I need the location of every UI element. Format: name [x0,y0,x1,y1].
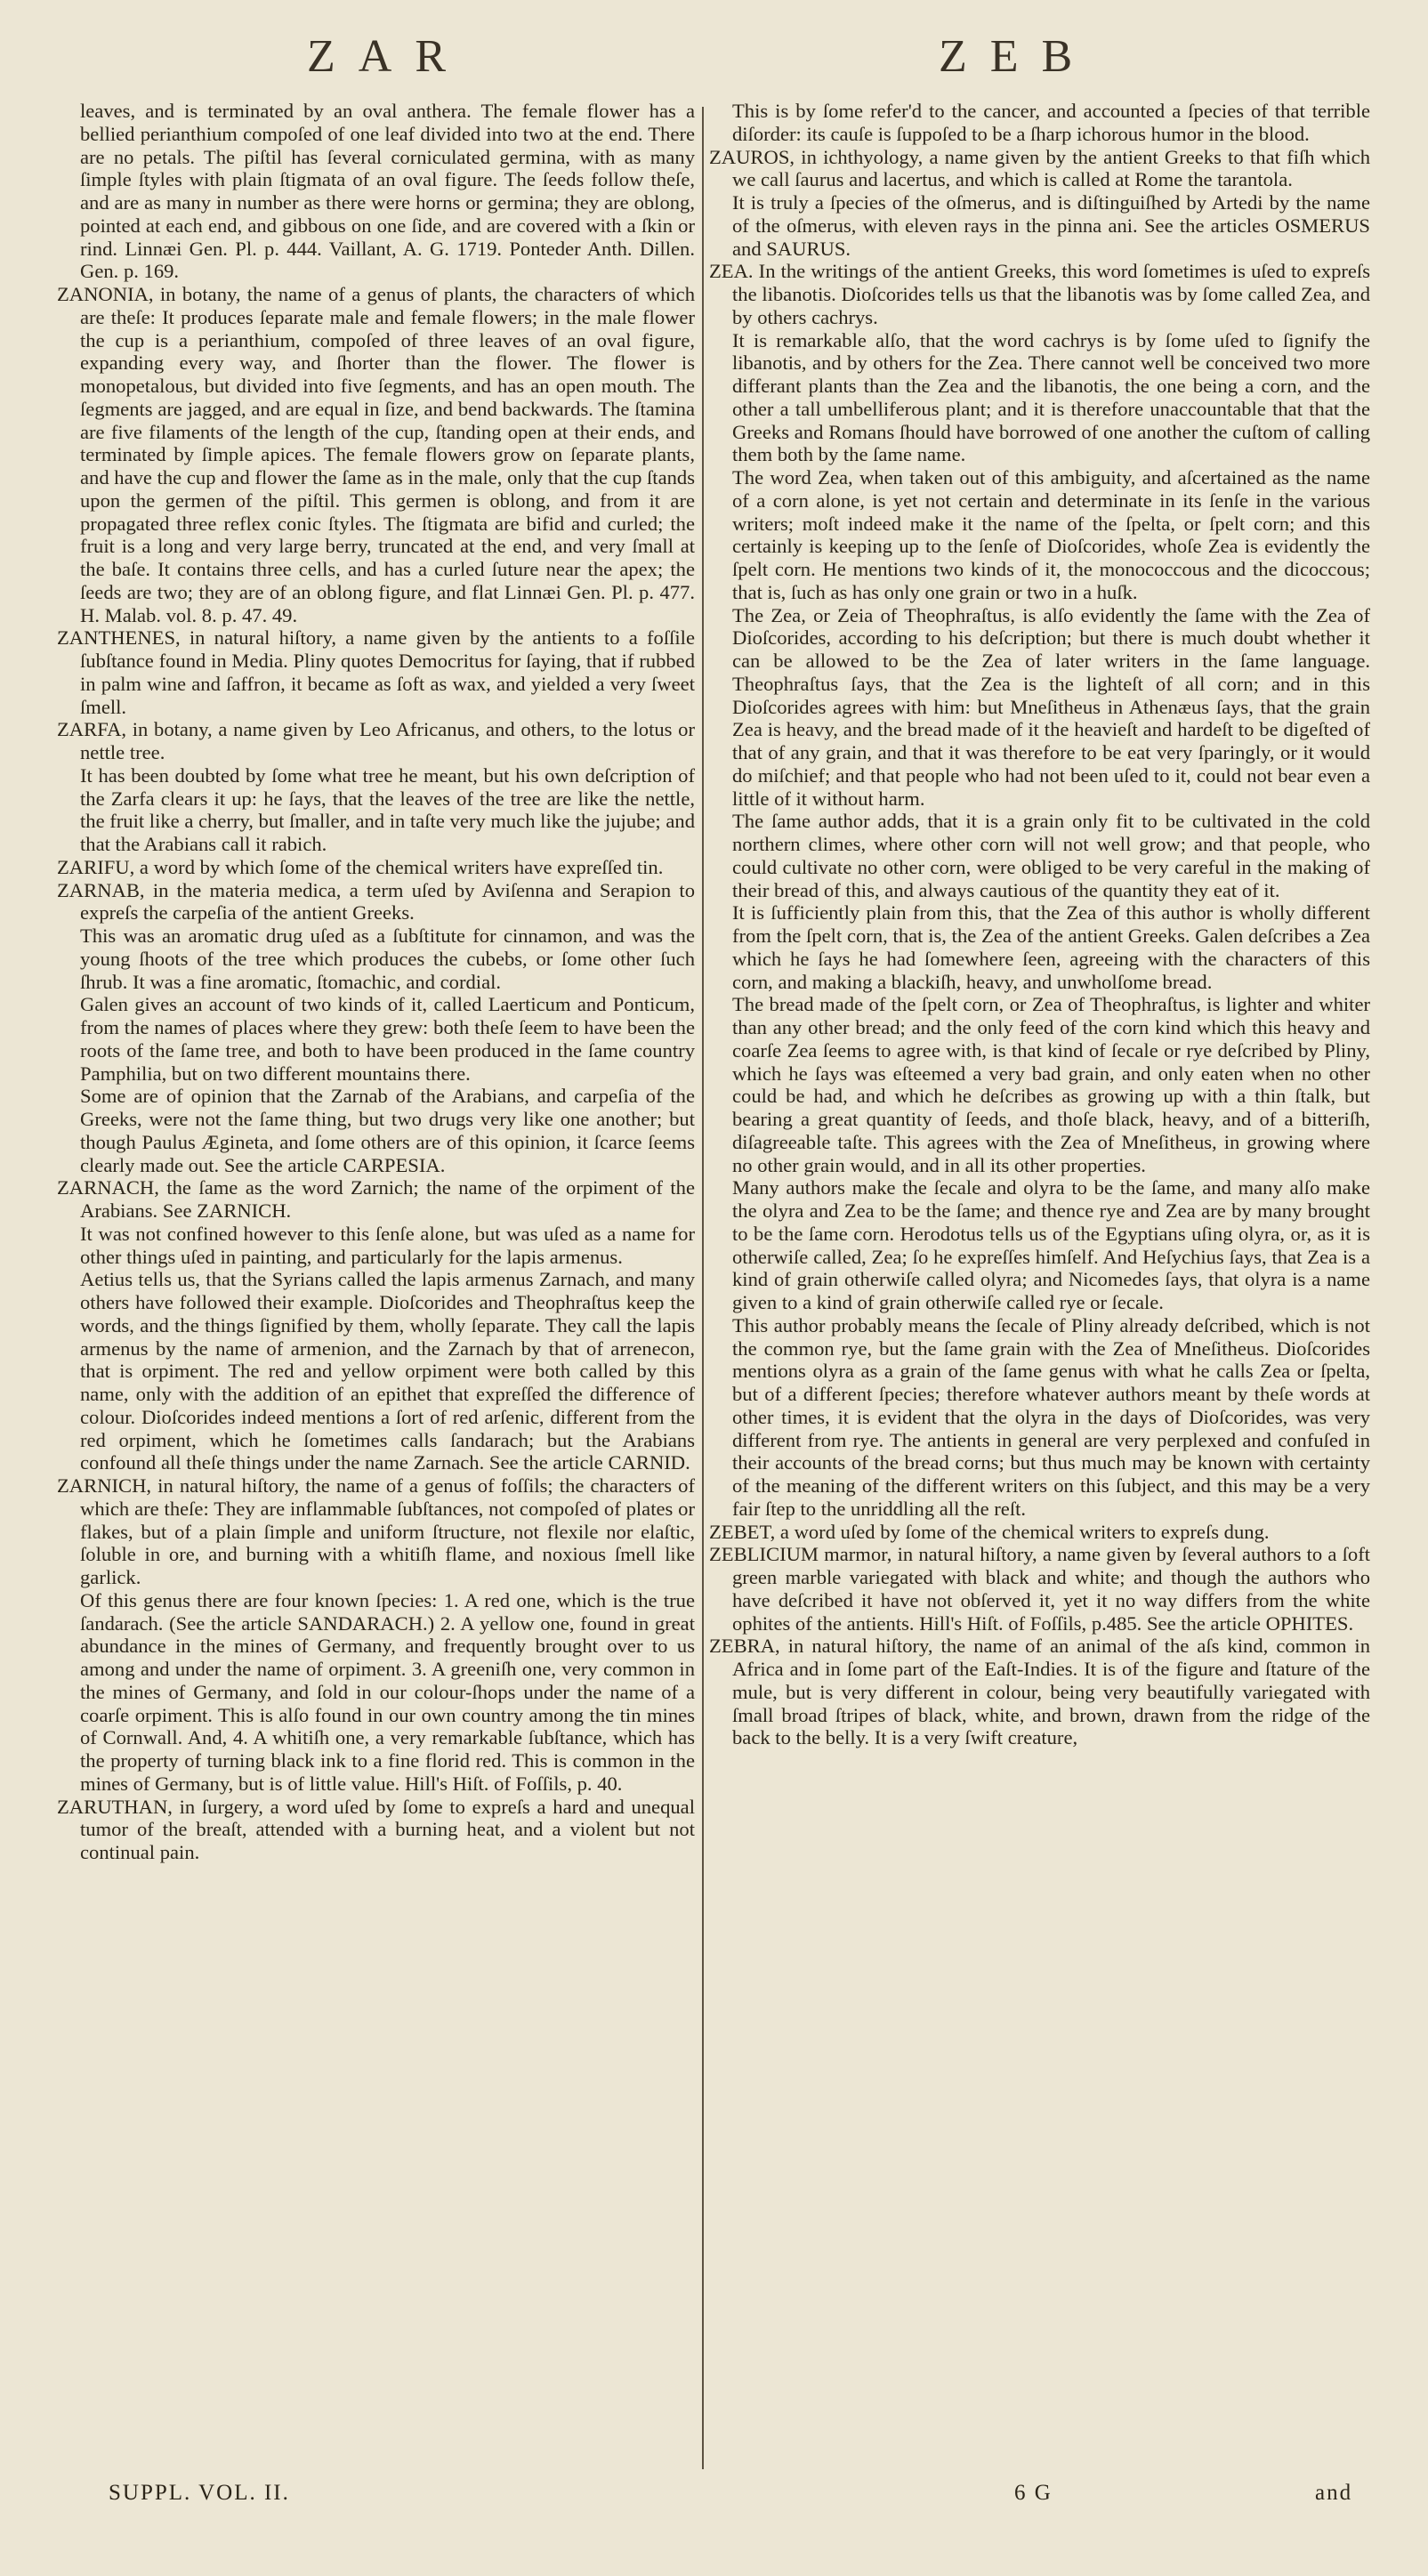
dictionary-entry: ZARNACH, the ſame as the word Zarnich; the name of the orpiment of the Arabians. See ZARNICH. [57,1176,695,1222]
entry-continuation: It was not confined however to this ſenſe alone, but was uſed as a name for other things uſed in painting, and particularly for the lapis armenus. [80,1222,695,1268]
signature-mark: 6 G [1014,2481,1053,2505]
entry-continuation: Aetius tells us, that the Syrians called the lapis armenus Zarnach, and many others have followed their example. Dioſcorides and Theophraſtus keep the words, and the things ſignified by them, wholly ſeparate. They call the lapis armenus by the name of armenion, and the Zarnach by that of arrenecon, that is orpiment. The red and yellow orpiment were both called by this name, only with the addition of an epithet that expreſſed the difference of colour. Dioſcorides indeed mentions a ſort of red arſenic, different from the red orpiment, which he ſometimes calls ſandarach; but the Arabians confound all theſe things under the name Zarnach. See the article CARNID. [80,1268,695,1474]
entry-continuation: The bread made of the ſpelt corn, or Zea of Theophraſtus, is lighter and whiter than any other bread; and the only feed of the corn kind which this heavy and coarſe Zea ſeems to agree with, is that kind of ſecale or rye deſcribed by Pliny, which he ſays was eſteemed a very bad grain, and only eaten when no other could be had, and which he deſcribes as growing up with a thin ſtalk, but bearing a great quantity of ſeeds, and thoſe black, heavy, and of a bitteriſh, diſagreeable taſte. This agrees with the Zea of Mneſitheus, in growing where no other grain would, and in all its other properties. [732,993,1370,1176]
entry-continuation: Of this genus there are four known ſpecies: 1. A red one, which is the true ſandarach. (See the article SANDARACH.) 2. A yellow one, found in great abundance in the mines of Germany, and frequently brought over to us among and under the name of orpiment. 3. A greeniſh one, very common in the mines of Germany, and ſold in our colour-ſhops under the name of a coarſe orpiment. This is alſo found in our own country among the tin mines of Cornwall. And, 4. A whitiſh one, a very remarkable ſubſtance, which has the property of turning black ink to a fine florid red. This is common in the mines of Germany, but is of little value. Hill's Hiſt. of Foſſils, p. 40. [80,1588,695,1795]
entry-continuation: This was an aromatic drug uſed as a ſubſtitute for cinnamon, and was the young ſhoots of the tree which produces the cubebs, or ſome other ſuch ſhrub. It was a fine aromatic, ſtomachic, and cordial. [80,925,695,993]
right-column [709,100,1370,1749]
entry-continuation: leaves, and is terminated by an oval anthera. The female flower has a bellied perianthium compoſed of one leaf divided into two at the end. There are no petals. The piſtil has ſeveral corniculated germina, with as many ſimple ſtyles with plain ſtigmata of an oval figure. The ſeeds follow theſe, and are as many in number as there were horns or germina; they are oblong, pointed at each end, and gibbous on one ſide, and are covered with a ſkin or rind. Linnæi Gen. Pl. p. 444. Vaillant, A. G. 1719. Ponteder Anth. Dillen. Gen. p. 169. [80,100,695,283]
entry-continuation: This author probably means the ſecale of Pliny already deſcribed, which is not the common rye, but the ſame grain with the Zea of Mneſitheus. Dioſcorides mentions olyra as a grain of the ſame genus with what he calls Zea or ſpelta, but of a different ſpecies; therefore whatever authors meant by theſe words at other times, it is evident that the olyra in the days of Dioſcorides, was very different from rye. The antients in general are very perplexed and confuſed in their accounts of the bread corns; but thus much may be known with certainty of the meaning of the different writers on this ſubject, and this may be a very fair ſtep to the unriddling all the reſt. [732,1313,1370,1520]
entry-continuation: The ſame author adds, that it is a grain only fit to be cultivated in the cold northern climes, where other corn will not well grow; and that people, who could cultivate no other corn, were obliged to be very careful in the making of their bread of this, and always cautious of the quantity they eat of it. [732,810,1370,901]
entry-continuation: The Zea, or Zeia of Theophraſtus, is alſo evidently the ſame with the Zea of Dioſcorides, according to his deſcription; but there is much doubt whether it can be allowed to be the Zea of later writers in the ſame language. Theophraſtus ſays, that the Zea is the lighteſt of all corn; and in this Dioſcorides agrees with him: but Mneſitheus in Athenæus ſays, that the grain Zea is heavy, and the bread made of it the heavieſt and hardeſt to be digeſted of that of any grain, and that it was therefore to be eat very ſparingly, or it would do miſchief; and that people who had not been uſed to it, could not bear even a little of it without harm. [732,603,1370,810]
entry-continuation: It has been doubted by ſome what tree he meant, but his own deſcription of the Zarfa clears it up: he ſays, that the leaves of the tree are like the nettle, the fruit like a cherry, but ſmaller, and in taſte very much like the jujube; and that the Arabians call it rabich. [80,763,695,855]
dictionary-entry: ZARUTHAN, in ſurgery, a word uſed by ſome to expreſs a hard and unequal tumor of the breaſt, attended with a burning heat, and a violent but not continual pain. [57,1795,695,1863]
dictionary-entry: ZAUROS, in ichthyology, a name given by the antient Greeks to that fiſh which we call ſaurus and lacertus, and which is called at Rome the tarantola. [709,145,1370,191]
footer-volume: SUPPL. VOL. II. [109,2481,290,2505]
catchword: and [1315,2481,1353,2505]
dictionary-entry: ZANONIA, in botany, the name of a genus of plants, the characters of which are theſe: It produces ſeparate male and female flowers; in the male flower the cup is a perianthium, compoſed of three leaves of an oval figure, expanding every way, and ſhorter than the flower. The flower is monopetalous, but divided into five ſegments, and has an open mouth. The ſegments are jagged, and are equal in ſize, and bend backwards. The ſtamina are five filaments of the length of the cup, ſtanding open at their ends, and terminated by ſimple apices. The female flowers grow on ſeparate plants, and have the cup and flower the ſame as in the male, only that the cup ſtands upon the germen of the piſtil. This germen is oblong, and from it are propagated three reflex conic ſtyles. The ſtigmata are bifid and curled; the fruit is a long and very large berry, truncated at the end, and very ſmall at the baſe. It contains three cells, and has a curled ſuture near the apex; the ſeeds are two; they are of an oblong figure, and flat Linnæi Gen. Pl. p. 477. H. Malab. vol. 8. p. 47. 49. [57,283,695,626]
dictionary-entry: ZEA. In the writings of the antient Greeks, this word ſometimes is uſed to expreſs the libanotis. Dioſcorides tells us that the libanotis was by ſome called Zea, and by others cachrys. [709,260,1370,328]
dictionary-entry: ZARNICH, in natural hiſtory, the name of a genus of foſſils; the characters of which are theſe: They are inflammable ſubſtances, not compoſed of plates or flakes, but of a plain ſimple and uniform ſtructure, not flexile nor elaſtic, ſoluble in ore, and burning with a whitiſh flame, and noxious ſmell like garlick. [57,1474,695,1588]
dictionary-entry: ZANTHENES, in natural hiſtory, a name given by the antients to a foſſile ſubſtance found in Media. Pliny quotes Democritus for ſaying, that if rubbed in palm wine and ſaffron, it became as ſoft as wax, and yielded a very ſweet ſmell. [57,626,695,718]
running-head-right: ZEB [939,31,1096,82]
entry-continuation: Some are of opinion that the Zarnab of the Arabians, and carpeſia of the Greeks, were not the ſame thing, but two drugs very like one another; but though Paulus Ægineta, and ſome others are of this opinion, it ſcarce ſeems clearly made out. See the article CARPESIA. [80,1085,695,1176]
running-head-left: ZAR [307,31,469,82]
entry-continuation: Galen gives an account of two kinds of it, called Laerticum and Ponticum, from the names of places where they grew: both theſe ſeem to have been the roots of the ſame tree, and both to have been produced in the ſame country Pamphilia, but on two different mountains there. [80,993,695,1085]
left-column [57,100,695,1864]
dictionary-entry: ZARFA, in botany, a name given by Leo Africanus, and others, to the lotus or nettle tree. [57,718,695,763]
dictionary-entry: ZARIFU, a word by which ſome of the chemical writers have expreſſed tin. [57,855,664,878]
column-rule [702,107,704,2469]
entry-continuation: Many authors make the ſecale and olyra to be the ſame, and many alſo make the olyra and Zea to be the ſame; and thence rye and Zea are by many brought to be the ſame corn. Herodotus tells us of the Egyptians uſing olyra, or, as it is otherwiſe called, Zea; ſo he expreſſes himſelf. And Heſychius ſays, that Zea is a kind of grain otherwiſe called olyra; and Nicomedes ſays, that olyra is a name given to a kind of grain otherwiſe called rye or ſecale. [732,1176,1370,1313]
dictionary-entry: ZARNAB, in the materia medica, a term uſed by Aviſenna and Serapion to expreſs the carpeſia of the antient Greeks. [57,878,695,925]
dictionary-entry: ZEBLICIUM marmor, in natural hiſtory, a name given by ſeveral authors to a ſoft green marble variegated with black and white; and though the authors who have deſcribed it have not obſerved it, yet it no way differs from the white ophites of the antients. Hill's Hiſt. of Foſſils, p.485. See the article OPHITES. [709,1543,1370,1635]
entry-continuation: It is truly a ſpecies of the oſmerus, and is diſtinguiſhed by Artedi by the name of the oſmerus, with eleven rays in the pinna ani. See the articles OSMERUS and SAURUS. [732,191,1370,260]
entry-continuation: The word Zea, when taken out of this ambiguity, and aſcertained as the name of a corn alone, is yet not certain and determinate in its ſenſe in the various writers; moſt indeed make it the name of the ſpelta, or ſpelt corn; and this certainly is keeping up to the ſenſe of Dioſcorides, whoſe Zea is evidently the ſpelt corn. He mentions two kinds of it, the monococcous and the dicoccous; that is, ſuch as has only one grain or two in a huſk. [732,466,1370,603]
entry-continuation: It is remarkable alſo, that the word cachrys is by ſome uſed to ſignify the libanotis, and by others for the Zea. There cannot well be conceived two more differant plants than the Zea and the libanotis, the one being a corn, and the other a tall umbelliferous plant; and it is therefore unaccountable that that the Greeks and Romans ſhould have borrowed of one another the cuſtom of calling them both by the ſame name. [732,328,1370,466]
entry-continuation: This is by ſome refer'd to the cancer, and accounted a ſpecies of that terrible diſorder: its cauſe is ſuppoſed to be a ſharp ichorous humor in the blood. [732,100,1370,145]
dictionary-entry: ZEBRA, in natural hiſtory, the name of an animal of the aſs kind, common in Africa and in ſome part of the Eaſt-Indies. It is of the figure and ſtature of the mule, but is very different in colour, being very beautifully variegated with ſmall broad ſtripes of black, white, and brown, drawn from the ridge of the back to the belly. It is a very ſwift creature, [709,1635,1370,1749]
entry-continuation: It is ſufficiently plain from this, that the Zea of this author is wholly different from the ſpelt corn, that is, the Zea of the antient Greeks. Galen deſcribes a Zea which he ſays he had ſomewhere ſeen, agreeing with the characters of this corn, and making a blackiſh, heavy, and unwholſome bread. [732,901,1370,993]
dictionary-entry: ZEBET, a word uſed by ſome of the chemical writers to expreſs dung. [709,1520,1270,1543]
